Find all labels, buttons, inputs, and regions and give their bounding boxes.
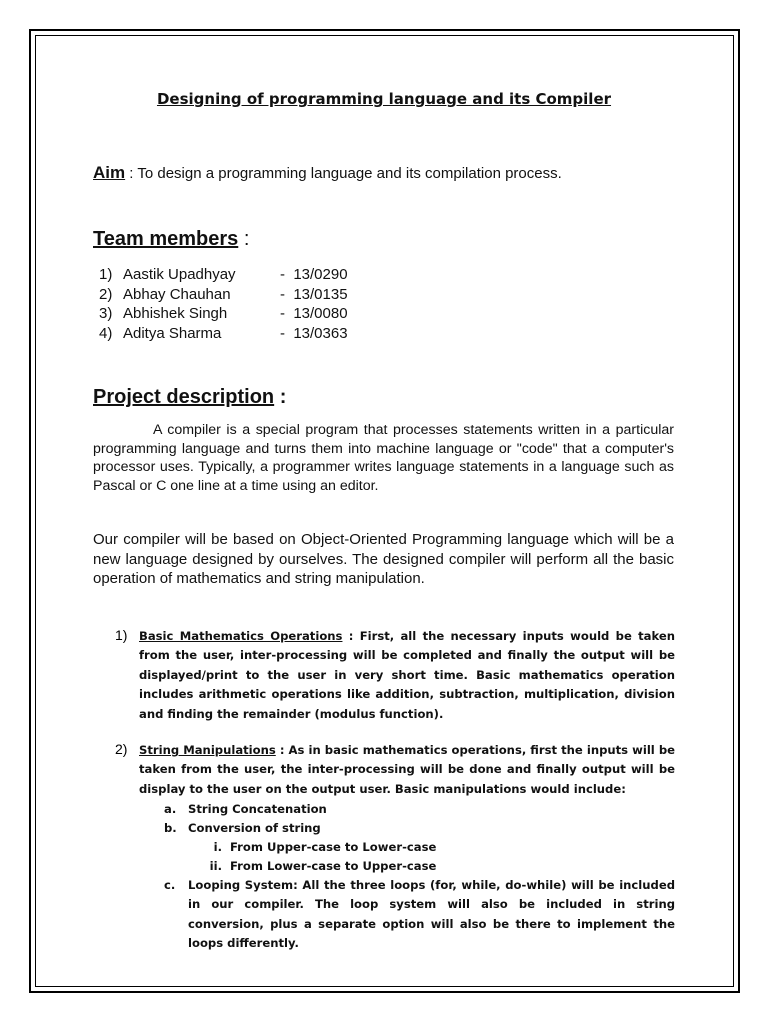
- sub-mark: ii.: [209, 859, 222, 873]
- sub-mark: b.: [164, 821, 177, 835]
- sub-text: Conversion of string: [188, 821, 321, 835]
- team-member: [99, 324, 399, 344]
- sub-text: From Lower-case to Upper-case: [230, 859, 437, 873]
- project-heading-colon: :: [274, 386, 287, 408]
- member-number: 4): [99, 324, 113, 342]
- item-number: 1): [115, 627, 128, 643]
- aim-line: [93, 163, 562, 183]
- item-heading: String Manipulations: [139, 743, 276, 757]
- list-item-string-manipulations: [115, 741, 675, 799]
- item-number: 2): [115, 741, 128, 757]
- member-roll: - 13/0290: [280, 266, 348, 283]
- list-item-basic-math: [115, 627, 675, 724]
- aim-label: Aim: [93, 163, 126, 182]
- team-heading-text: Team members: [93, 228, 239, 250]
- sub-item-b-ii: [188, 857, 436, 876]
- item-heading: Basic Mathematics Operations: [139, 629, 343, 643]
- sub-item-c: [164, 876, 675, 954]
- sub-text: From Upper-case to Lower-case: [230, 840, 437, 854]
- item-body: [139, 627, 675, 724]
- sub-text: Looping System: All the three loops (for, while, do-while) will be included in our compiler. The loop system will also be included in string conversion, plus a separate option will also be there to implement the loops differently.: [188, 878, 675, 951]
- document-title: Designing of programming language and its Compiler: [156, 90, 612, 108]
- item-body: [139, 741, 675, 799]
- member-name: Aditya Sharma: [123, 324, 222, 342]
- sub-mark: i.: [213, 840, 222, 854]
- sub-mark: a.: [164, 802, 177, 816]
- team-member-list: [99, 265, 399, 343]
- member-number: 2): [99, 285, 113, 303]
- member-number: 3): [99, 305, 113, 322]
- member-roll: - 13/0363: [280, 324, 348, 342]
- member-name: Aastik Upadhyay: [123, 266, 236, 283]
- item-text: : As in basic mathematics operations, first the inputs will be taken from the user, the inter-processing will be done and finally output will be display to the user on the output user. Basic manipulations would include:: [139, 743, 675, 796]
- project-paragraph-1: A compiler is a special program that processes statements written in a particular programming language and turns them into machine language or "code" that a computer's processor uses. Typically, a programmer writes language statements in a language such as Pascal or C one line at a time using an editor.: [93, 422, 674, 494]
- project-description-heading: [93, 386, 286, 409]
- member-roll: - 13/0080: [280, 305, 348, 322]
- project-paragraph-2: Our compiler will be based on Object-Oriented Programming language which will be a new language designed by ourselves. The designed compiler will perform all the basic operation of mathematics and string manipulation.: [93, 531, 674, 587]
- project-heading-text: Project description: [93, 386, 275, 408]
- sub-item-a: [164, 800, 327, 819]
- sub-mark: c.: [164, 878, 176, 892]
- member-number: 1): [99, 266, 113, 283]
- item-text: : First, all the necessary inputs would be taken from the user, inter-processing will be completed and finally the output will be displayed/print to the user in very short time. Basic mathematics operation includes arithmetic operations like addition, subtraction, multiplication, division and finding the remainder (modulus function).: [139, 629, 676, 721]
- member-roll: - 13/0135: [280, 285, 348, 303]
- team-member: [99, 285, 399, 305]
- team-member: [99, 265, 399, 285]
- aim-text: : To design a programming language and its compilation process.: [125, 165, 562, 182]
- sub-item-b: [164, 819, 321, 838]
- member-name: Abhay Chauhan: [123, 285, 231, 303]
- sub-text: String Concatenation: [188, 802, 327, 816]
- sub-item-b-i: [188, 838, 436, 857]
- member-name: Abhishek Singh: [123, 305, 228, 322]
- team-members-heading: [93, 228, 249, 251]
- team-heading-colon: :: [238, 228, 250, 250]
- team-member: [99, 304, 399, 324]
